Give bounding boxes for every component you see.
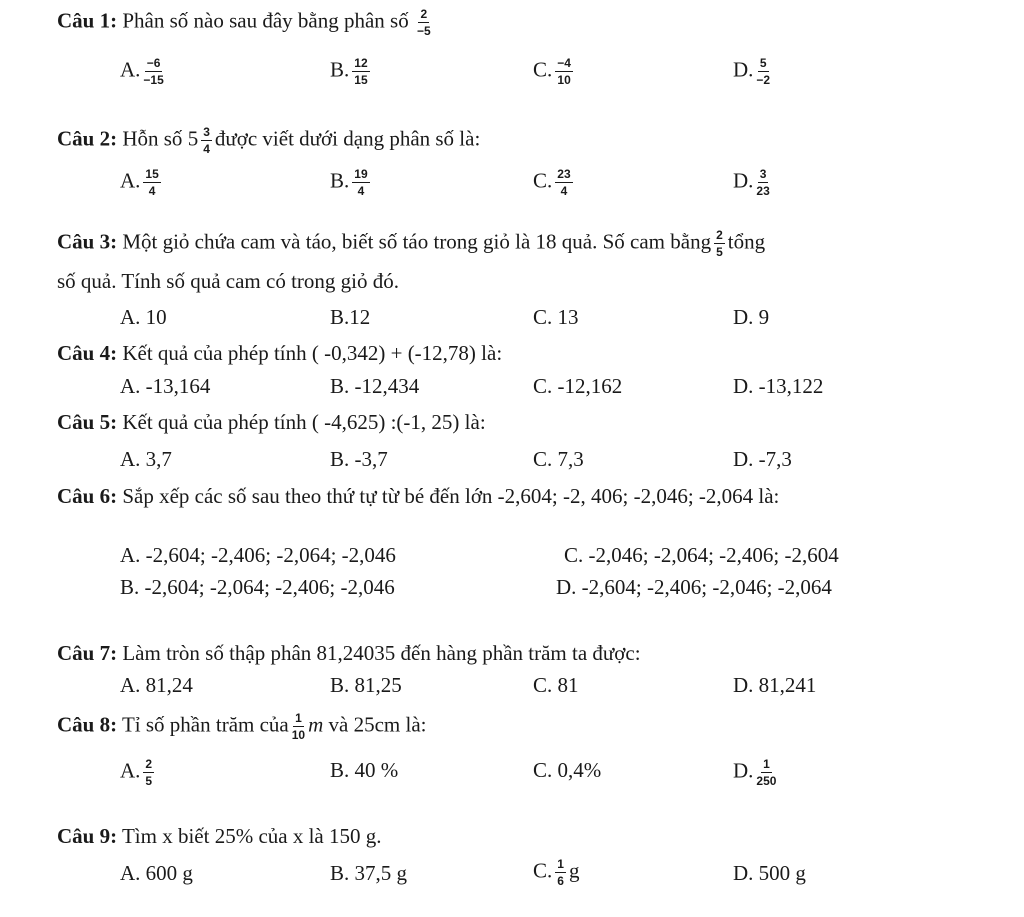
denominator: 6: [557, 874, 564, 888]
question-6: [57, 486, 779, 507]
numerator: 1: [557, 857, 564, 871]
option-c: C. 7,3: [533, 447, 584, 471]
denominator: 15: [354, 73, 368, 87]
option-d: D. -7,3: [733, 447, 792, 471]
option-a: A. 10: [120, 305, 167, 329]
option-b: B. 37,5 g: [330, 861, 408, 885]
fraction: [756, 57, 770, 86]
question-2: [57, 126, 480, 155]
option-key: D.: [733, 57, 754, 82]
question-8: [57, 712, 427, 741]
denominator: 5: [716, 245, 723, 259]
question-label: Câu 2:: [57, 126, 118, 151]
option-d: [733, 758, 779, 787]
option-b: B. 40 %: [330, 758, 399, 782]
question-5: [57, 412, 486, 433]
numerator: 1: [295, 711, 302, 725]
option-a: A. -13,164: [120, 374, 211, 398]
denominator: −2: [756, 73, 771, 87]
question-label: Câu 6:: [57, 484, 118, 508]
denominator: 23: [756, 184, 770, 198]
fraction: [352, 168, 369, 197]
option-a: A. 3,7: [120, 447, 172, 471]
numerator: −4: [557, 56, 571, 70]
option-d: D. 9: [733, 305, 770, 329]
numerator: 19: [354, 167, 368, 181]
question-text: Sắp xếp các số sau theo thứ tự từ bé đến lớn -2,604; -2, 406; -2,046; -2,064 là:: [122, 484, 780, 508]
question-4: [57, 343, 502, 364]
option-c: C. 81: [533, 673, 579, 697]
option-key: D.: [733, 168, 754, 193]
numerator: 15: [145, 167, 159, 181]
option-a: A. -2,604; -2,406; -2,064; -2,046: [120, 543, 396, 567]
denominator: 10: [291, 728, 306, 742]
option-c: C. -12,162: [533, 374, 623, 398]
option-a: A. 600 g: [120, 861, 193, 885]
question-text: Hỗn số: [122, 126, 183, 151]
denominator: 5: [145, 774, 153, 788]
numerator: −6: [146, 56, 161, 70]
question-label: Câu 1:: [57, 8, 118, 33]
question-label: Câu 9:: [57, 824, 118, 848]
question-text: tổng: [727, 229, 766, 254]
fraction: [143, 168, 160, 197]
option-a: A. 81,24: [120, 673, 193, 697]
question-text: Làm tròn số thập phân 81,24035 đến hàng phần trăm ta được:: [122, 641, 641, 665]
option-a: [120, 57, 167, 86]
option-d: D. 81,241: [733, 673, 817, 697]
option-c: [533, 168, 576, 197]
denominator: 250: [756, 774, 777, 788]
numerator: 12: [354, 56, 368, 70]
denominator: 4: [148, 184, 156, 198]
fraction: [714, 229, 725, 258]
option-key: A.: [120, 758, 141, 783]
question-text: Tìm x biết 25% của x là 150 g.: [121, 824, 382, 848]
denominator: 4: [203, 142, 210, 156]
option-b: [330, 57, 373, 86]
fraction: [756, 168, 769, 197]
numerator: 3: [759, 167, 767, 181]
question-text: Kết quả của phép tính ( -4,625) :(-1, 25) là:: [122, 410, 486, 434]
numerator: 2: [420, 7, 428, 21]
denominator: 4: [357, 184, 365, 198]
question-text: Tỉ số phần trăm của: [121, 712, 289, 737]
fraction: [555, 57, 573, 86]
option-b: B. -2,604; -2,064; -2,406; -2,046: [120, 575, 395, 599]
option-b: B. 81,25: [330, 673, 402, 697]
option-key: C.: [533, 168, 553, 193]
option-c: C. 0,4%: [533, 758, 602, 782]
option-b: B. -3,7: [330, 447, 388, 471]
question-3: [57, 229, 765, 258]
question-3-line-2: số quả. Tính số quả cam có trong giỏ đó.: [57, 269, 399, 293]
fraction: [555, 858, 566, 887]
question-text: Một giỏ chứa cam và táo, biết số táo trong giỏ là 18 quả. Số cam bằng: [122, 229, 712, 254]
option-c: [533, 57, 576, 86]
option-c: C. -2,046; -2,064; -2,406; -2,604: [564, 543, 839, 567]
option-d: D. -13,122: [733, 374, 824, 398]
question-label: Câu 8:: [57, 712, 118, 737]
fraction: [417, 8, 431, 37]
option-b: [330, 168, 373, 197]
denominator: −5: [416, 24, 431, 38]
option-d: [733, 168, 773, 197]
fraction: [292, 712, 305, 741]
fraction: [143, 758, 154, 787]
mixed-whole: 5: [187, 126, 199, 151]
question-text: Phân số nào sau đây bằng phân số: [122, 8, 409, 33]
question-7: [57, 643, 641, 664]
option-c: C. 13: [533, 305, 579, 329]
option-d: D. -2,604; -2,406; -2,046; -2,064: [556, 575, 832, 599]
option-key: A.: [120, 57, 141, 82]
denominator: −15: [143, 73, 164, 87]
denominator: 10: [557, 73, 571, 87]
option-b: B. -12,434: [330, 374, 420, 398]
fraction: [555, 168, 572, 197]
option-c: [533, 858, 579, 887]
option-key: C.: [533, 858, 553, 883]
option-key: D.: [733, 758, 754, 783]
numerator: 2: [145, 757, 153, 771]
question-label: Câu 7:: [57, 641, 118, 665]
unit: m: [308, 712, 324, 737]
question-text: và 25cm là:: [328, 712, 427, 737]
numerator: 3: [203, 125, 210, 139]
question-label: Câu 5:: [57, 410, 118, 434]
question-label: Câu 4:: [57, 341, 118, 365]
fraction: [143, 57, 163, 86]
fraction: [756, 758, 776, 787]
option-b: B.12: [330, 305, 371, 329]
numerator: 23: [557, 167, 571, 181]
option-a: [120, 758, 157, 787]
question-1: [57, 8, 434, 37]
question-text: Kết quả của phép tính ( -0,342) + (-12,78) là:: [122, 341, 503, 365]
fraction: [201, 126, 212, 155]
option-key: B.: [330, 57, 350, 82]
option-key: A.: [120, 168, 141, 193]
unit: g: [568, 858, 580, 883]
numerator: 1: [763, 757, 770, 771]
option-d: D. 500 g: [733, 861, 806, 885]
denominator: 4: [560, 184, 568, 198]
question-9: [57, 826, 382, 847]
option-key: B.: [330, 168, 350, 193]
numerator: 5: [759, 56, 767, 70]
option-key: C.: [533, 57, 553, 82]
question-label: Câu 3:: [57, 229, 118, 254]
option-d: [733, 57, 773, 86]
question-text: được viết dưới dạng phân số là:: [214, 126, 481, 151]
fraction: [352, 57, 369, 86]
option-a: [120, 168, 164, 197]
numerator: 2: [716, 228, 723, 242]
